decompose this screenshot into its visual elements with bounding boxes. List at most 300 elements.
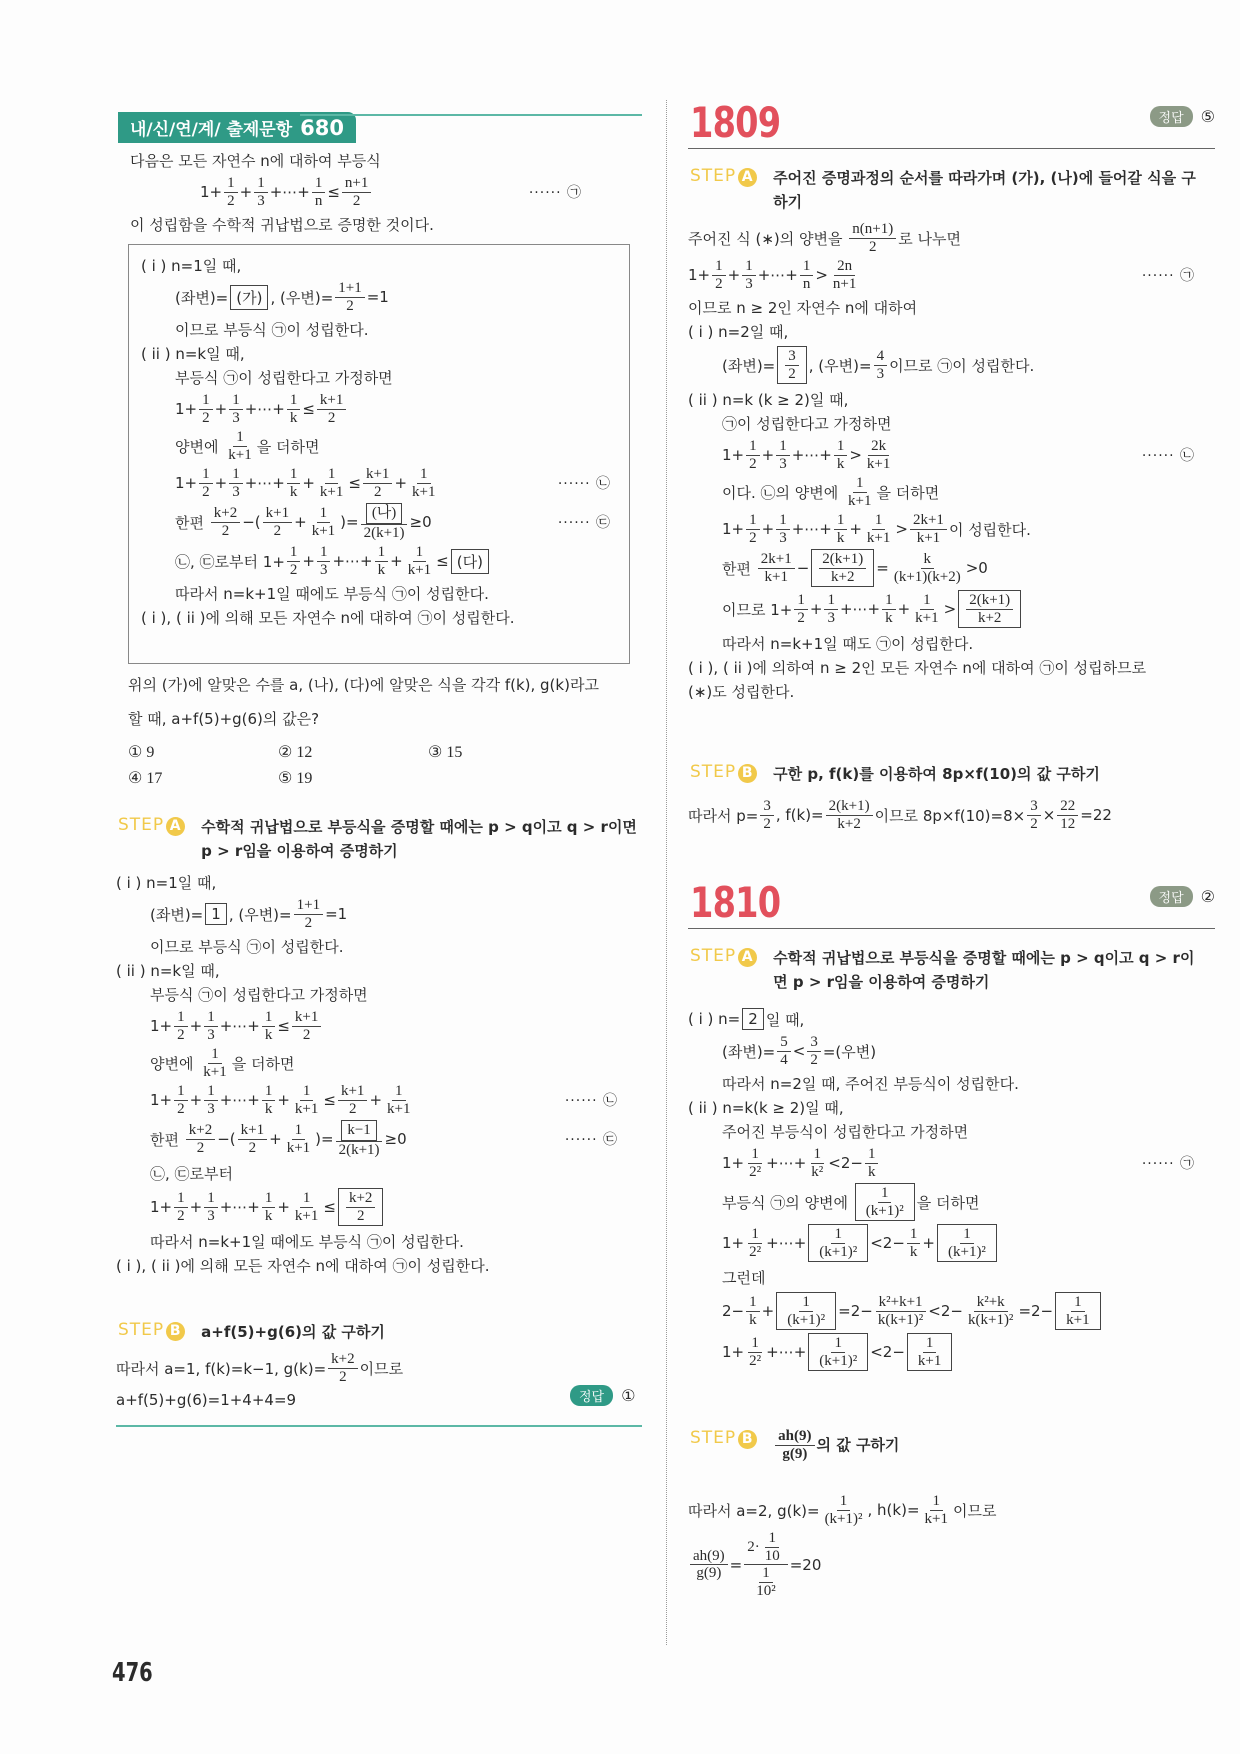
text: 1+ bbox=[150, 1091, 173, 1109]
choice-5[interactable]: ⑤ 19 bbox=[278, 770, 313, 787]
fraction bbox=[794, 592, 808, 626]
numerator bbox=[776, 438, 790, 456]
text: + bbox=[390, 552, 403, 570]
denominator bbox=[845, 493, 874, 510]
numerator bbox=[826, 798, 873, 816]
text: 2 bbox=[373, 483, 382, 500]
text: 1 bbox=[177, 1009, 185, 1025]
text: k+1 bbox=[924, 1510, 948, 1527]
denominator bbox=[779, 1446, 810, 1463]
denominator bbox=[762, 569, 791, 586]
denominator bbox=[287, 562, 301, 579]
fraction bbox=[292, 1083, 321, 1117]
text: 따라서 n=k+1일 때도 ㉠이 성립한다. bbox=[722, 634, 974, 653]
text: 2 bbox=[327, 409, 336, 426]
fraction bbox=[777, 1034, 791, 1068]
text: 3 bbox=[788, 348, 796, 364]
text: 1 bbox=[923, 592, 931, 608]
text: 3 bbox=[779, 529, 787, 546]
denominator bbox=[1063, 1312, 1092, 1329]
text: 을 더하면 bbox=[876, 483, 940, 502]
fraction bbox=[346, 1190, 375, 1224]
numerator bbox=[807, 1034, 821, 1052]
text: (∗)도 성립한다. bbox=[688, 682, 795, 701]
numerator bbox=[865, 1146, 879, 1164]
text-line bbox=[116, 1161, 636, 1185]
denominator bbox=[174, 1027, 188, 1044]
fraction bbox=[746, 1146, 764, 1180]
denominator bbox=[834, 530, 848, 547]
text: k+1 bbox=[319, 392, 344, 408]
text: k+1 bbox=[240, 1122, 265, 1138]
text: 1 bbox=[302, 1190, 311, 1206]
text: 이므로 bbox=[953, 1501, 997, 1520]
answer-badge: 정답 bbox=[1150, 886, 1193, 907]
numerator bbox=[262, 1190, 276, 1208]
numerator bbox=[287, 466, 301, 484]
denominator bbox=[915, 1353, 944, 1370]
text: 2 bbox=[302, 1026, 311, 1043]
denominator bbox=[271, 523, 285, 540]
text: 1 bbox=[420, 466, 428, 482]
page-number: 476 bbox=[112, 1658, 153, 1688]
denominator bbox=[914, 530, 943, 547]
step-heading bbox=[118, 815, 638, 863]
text: 이므로 bbox=[359, 1359, 404, 1378]
text-line bbox=[116, 982, 636, 1006]
text: 1 bbox=[836, 438, 845, 454]
text-line bbox=[141, 317, 629, 341]
text: 1 bbox=[264, 1190, 273, 1206]
numerator bbox=[765, 1530, 779, 1548]
fraction bbox=[317, 544, 331, 578]
numerator bbox=[338, 1083, 367, 1101]
denominator bbox=[874, 366, 888, 383]
text: 3 bbox=[207, 1207, 215, 1224]
text: 1 bbox=[880, 1185, 889, 1201]
step-letter-badge: B bbox=[738, 764, 757, 783]
text-line bbox=[688, 1292, 1213, 1330]
text: +⋯+ bbox=[766, 1154, 807, 1172]
text: k bbox=[289, 409, 298, 426]
numerator bbox=[878, 1185, 892, 1203]
text-line bbox=[116, 897, 636, 931]
numerator bbox=[325, 466, 339, 484]
text: =20 bbox=[789, 1555, 822, 1574]
text: ah(9) bbox=[693, 1547, 725, 1564]
denominator bbox=[371, 484, 385, 501]
text: 12 bbox=[1060, 815, 1076, 832]
numerator bbox=[876, 1294, 926, 1312]
text: k² bbox=[811, 1163, 824, 1180]
text: )= bbox=[340, 513, 359, 531]
text: + bbox=[727, 266, 741, 284]
text-line bbox=[130, 148, 600, 172]
text: ≤ bbox=[323, 1091, 336, 1109]
text-line bbox=[688, 798, 1213, 832]
denominator bbox=[800, 276, 814, 293]
text: 1+ bbox=[722, 520, 745, 538]
banner-number: 680 bbox=[300, 116, 344, 140]
numerator bbox=[872, 512, 886, 530]
fraction bbox=[229, 466, 243, 500]
text: 1 bbox=[177, 1190, 185, 1206]
text: ( i ), ( ii )에 의해 모든 자연수 n에 대하여 ㉠이 성립한다. bbox=[141, 608, 515, 627]
text: 3 bbox=[207, 1100, 215, 1117]
numerator bbox=[960, 1226, 974, 1244]
text: 1 bbox=[885, 592, 893, 608]
text: + bbox=[369, 1091, 383, 1109]
denominator bbox=[777, 1052, 791, 1069]
numerator bbox=[853, 475, 867, 493]
text: 1 bbox=[839, 1493, 848, 1509]
step-a-heading bbox=[690, 946, 1200, 994]
answer-value: ⑤ bbox=[1200, 107, 1215, 126]
fraction bbox=[834, 438, 848, 472]
denominator bbox=[200, 1064, 229, 1081]
text: 1+ bbox=[722, 1343, 745, 1361]
text: 2k+1 bbox=[912, 512, 944, 528]
denominator bbox=[830, 276, 859, 293]
denominator bbox=[174, 1208, 188, 1225]
choice-1[interactable]: ① 9 bbox=[128, 744, 155, 761]
text: 이 성립함을 수학적 귀납법으로 증명한 것이다. bbox=[130, 215, 434, 234]
fraction bbox=[800, 258, 814, 292]
text: 3 bbox=[745, 275, 753, 292]
numerator bbox=[262, 1009, 276, 1027]
text: 1 bbox=[802, 258, 811, 274]
numerator bbox=[375, 544, 389, 562]
step-title-text: 수학적 귀납법으로 부등식을 증명할 때에는 p > q이고 q > r이면 p > r임을 이용하여 증명하기 bbox=[201, 818, 637, 860]
text: =(우변) bbox=[822, 1042, 877, 1061]
text-line bbox=[688, 512, 1213, 546]
step-title-text: 주어진 증명과정의 순서를 따라가며 (가), (나)에 들어갈 식을 구하기 bbox=[773, 169, 1196, 211]
numerator bbox=[363, 466, 392, 484]
denominator bbox=[808, 1164, 826, 1181]
denominator bbox=[199, 410, 213, 427]
numerator bbox=[335, 280, 364, 298]
numerator bbox=[1057, 798, 1078, 816]
numerator bbox=[233, 429, 247, 447]
text: −( bbox=[217, 1130, 236, 1148]
denominator bbox=[863, 1203, 907, 1220]
text: 1 bbox=[236, 429, 244, 445]
text: k+1 bbox=[319, 483, 344, 500]
text: 4 bbox=[876, 348, 885, 364]
text: 을 더하면 bbox=[231, 1054, 295, 1073]
step-label: STEP A bbox=[690, 166, 757, 187]
text: 이므로 ㉠이 성립한다. bbox=[889, 356, 1035, 375]
text-line bbox=[141, 365, 629, 389]
text: 한편 bbox=[150, 1130, 184, 1149]
fraction bbox=[1063, 1294, 1092, 1328]
text: +⋯+ bbox=[757, 266, 798, 284]
text: 1 bbox=[289, 392, 298, 408]
step-b-heading bbox=[690, 1428, 1210, 1462]
fraction bbox=[262, 1009, 276, 1043]
fraction bbox=[965, 1294, 1016, 1328]
text: ( i ) n=1일 때, bbox=[141, 256, 242, 275]
fraction bbox=[204, 1190, 218, 1224]
text: <2− bbox=[870, 1343, 905, 1361]
text: (k+1)² bbox=[787, 1311, 826, 1328]
choice-4[interactable]: ④ 17 bbox=[128, 770, 163, 787]
text: 1 bbox=[211, 1046, 219, 1062]
text: 2² bbox=[749, 1243, 762, 1260]
fraction bbox=[287, 544, 301, 578]
numerator bbox=[690, 1548, 728, 1566]
text: 5 bbox=[780, 1034, 788, 1050]
step-heading bbox=[690, 1428, 1210, 1462]
numerator bbox=[759, 1565, 773, 1583]
fraction bbox=[910, 512, 947, 546]
text: (k+1)² bbox=[819, 1352, 858, 1369]
fraction bbox=[807, 1034, 821, 1068]
numerator bbox=[811, 1146, 825, 1164]
numerator bbox=[785, 348, 799, 366]
denominator bbox=[865, 1164, 879, 1181]
text: 1 bbox=[264, 1009, 273, 1025]
text-line bbox=[116, 1046, 636, 1080]
numerator bbox=[174, 1190, 188, 1208]
fraction bbox=[363, 466, 392, 500]
text: +⋯+ bbox=[791, 520, 832, 538]
denominator bbox=[816, 1353, 860, 1370]
text: k−1 bbox=[347, 1122, 371, 1138]
step-heading bbox=[690, 762, 1210, 786]
text: , (우변)= bbox=[270, 288, 334, 307]
fraction bbox=[753, 1565, 779, 1599]
fraction bbox=[762, 1530, 783, 1564]
text: 따라서 p= bbox=[688, 806, 759, 825]
answer-box bbox=[808, 1333, 868, 1371]
numerator bbox=[287, 392, 301, 410]
text: 1+1 bbox=[338, 280, 362, 296]
banner-rule bbox=[300, 114, 642, 116]
text-line bbox=[688, 387, 1213, 411]
text: =22 bbox=[1080, 806, 1112, 824]
fraction bbox=[966, 592, 1013, 626]
text: 1 bbox=[289, 544, 298, 560]
text: + bbox=[189, 1091, 203, 1109]
answer-box bbox=[958, 590, 1021, 628]
text: 2 bbox=[177, 1026, 185, 1043]
text: k bbox=[909, 1243, 918, 1260]
numerator bbox=[819, 551, 866, 569]
text: 1 bbox=[207, 1009, 215, 1025]
equation-tag: ······ ㉢ bbox=[564, 1132, 618, 1148]
text-line bbox=[141, 466, 629, 500]
text: 2 bbox=[749, 455, 757, 472]
problem-number: 1809 bbox=[690, 98, 781, 147]
step-title-text: 구한 p, f(k)를 이용하여 8p×f(10)의 값 구하기 bbox=[773, 765, 1100, 783]
fraction bbox=[342, 175, 371, 209]
text: =1 bbox=[366, 288, 389, 306]
problem-statement bbox=[130, 148, 600, 236]
text: ㉡, ㉢로부터 bbox=[150, 1164, 234, 1183]
text: + bbox=[849, 520, 862, 538]
answer-value: ① bbox=[621, 1386, 636, 1405]
fraction bbox=[225, 429, 254, 463]
denominator bbox=[204, 1208, 218, 1225]
numerator bbox=[882, 592, 896, 610]
text: 2(k+1) bbox=[822, 551, 864, 567]
text: (좌변)= bbox=[150, 905, 204, 924]
numerator bbox=[712, 258, 726, 276]
denominator bbox=[1027, 816, 1041, 833]
equation-tag: ······ ㉢ bbox=[557, 515, 611, 531]
numerator bbox=[336, 1120, 381, 1142]
text-line bbox=[116, 1188, 636, 1226]
numerator bbox=[174, 1083, 188, 1101]
answer-box bbox=[811, 549, 874, 587]
text: 한편 bbox=[175, 513, 209, 532]
text: = bbox=[729, 1555, 743, 1574]
denominator bbox=[822, 1511, 866, 1528]
text: 부등식 ㉠이 성립한다고 가정하면 bbox=[150, 985, 368, 1004]
numerator bbox=[204, 1009, 218, 1027]
text: 이므로 1+ bbox=[722, 600, 793, 619]
fraction bbox=[882, 592, 896, 626]
answer-box bbox=[341, 1120, 376, 1141]
text-line bbox=[688, 1119, 1213, 1143]
text: k+1 bbox=[294, 1207, 319, 1224]
text: (k+1)² bbox=[824, 1510, 863, 1527]
numerator bbox=[760, 798, 774, 816]
text: 1+ bbox=[150, 1017, 173, 1035]
text: + bbox=[761, 1302, 775, 1320]
numerator bbox=[262, 1083, 276, 1101]
text: +⋯+ bbox=[244, 400, 285, 418]
step-title bbox=[191, 815, 638, 863]
answer-box bbox=[230, 285, 268, 310]
text-line bbox=[688, 411, 1213, 435]
text: 1 bbox=[314, 175, 323, 191]
fraction bbox=[746, 1294, 760, 1328]
text: k bbox=[867, 1163, 876, 1180]
denominator bbox=[287, 484, 301, 501]
fraction bbox=[317, 392, 346, 426]
numerator bbox=[328, 1351, 357, 1369]
denominator bbox=[785, 366, 799, 383]
text: k+1 bbox=[265, 505, 290, 521]
text: k+1 bbox=[917, 1352, 942, 1369]
text: 2 bbox=[248, 1139, 257, 1156]
denominator bbox=[229, 410, 243, 427]
fraction bbox=[174, 1009, 188, 1043]
answer-box bbox=[855, 1183, 915, 1221]
numerator bbox=[238, 1122, 267, 1140]
step-label: STEP B bbox=[690, 1428, 757, 1449]
fraction bbox=[907, 1226, 921, 1260]
text: k bbox=[264, 1026, 273, 1043]
denominator bbox=[219, 523, 233, 540]
fraction bbox=[816, 1226, 860, 1260]
text: 1 bbox=[177, 1083, 185, 1099]
numerator bbox=[342, 175, 371, 193]
fraction bbox=[742, 258, 756, 292]
fraction bbox=[174, 1190, 188, 1224]
choice-2[interactable]: ② 12 bbox=[278, 744, 313, 761]
step-label: STEP A bbox=[118, 815, 185, 836]
text: +⋯+ bbox=[219, 1017, 260, 1035]
text: 3 bbox=[779, 455, 787, 472]
text: k+1 bbox=[228, 446, 252, 463]
text: (k+1)(k+2) bbox=[893, 568, 961, 585]
fraction bbox=[292, 1009, 321, 1043]
denominator bbox=[891, 569, 964, 586]
text-line bbox=[116, 934, 636, 958]
text: ( i ) n=1일 때, bbox=[116, 873, 217, 892]
text: 3 bbox=[876, 365, 885, 382]
text: k bbox=[377, 561, 386, 578]
text: 1+ bbox=[150, 1198, 173, 1216]
fraction bbox=[1027, 798, 1041, 832]
denominator bbox=[312, 193, 326, 210]
fraction bbox=[912, 592, 941, 626]
text: 1 bbox=[395, 1083, 403, 1099]
text: <2− bbox=[870, 1234, 905, 1252]
text: k+1 bbox=[286, 1139, 311, 1156]
denominator bbox=[354, 1208, 368, 1225]
text: × bbox=[1042, 806, 1056, 824]
text: <2− bbox=[828, 1154, 863, 1172]
text: 2 bbox=[227, 192, 235, 209]
fraction bbox=[338, 1083, 367, 1117]
text-line bbox=[116, 1009, 636, 1043]
fraction bbox=[375, 544, 389, 578]
step-a-solution bbox=[116, 870, 636, 1277]
text: 따라서 a=1, f(k)=k−1, g(k)= bbox=[116, 1359, 327, 1378]
denominator bbox=[746, 456, 760, 473]
choice-3[interactable]: ③ 15 bbox=[428, 744, 463, 761]
step-title bbox=[763, 762, 1210, 786]
text-line bbox=[688, 1007, 1213, 1031]
numerator bbox=[312, 175, 326, 193]
fraction bbox=[263, 505, 292, 539]
text-line bbox=[688, 346, 1213, 384]
step-letter-badge: A bbox=[738, 948, 757, 967]
text: ≥0 bbox=[409, 513, 432, 531]
fraction bbox=[775, 1428, 814, 1462]
text: 1+ bbox=[175, 400, 198, 418]
text-line bbox=[116, 1083, 636, 1117]
fraction bbox=[317, 466, 346, 500]
text: 1 bbox=[874, 512, 883, 528]
numerator bbox=[794, 592, 808, 610]
text: k+1 bbox=[387, 1100, 411, 1117]
text: 주어진 식 (∗)의 양변을 bbox=[688, 229, 848, 248]
numerator bbox=[974, 1294, 1008, 1312]
text: ≤ bbox=[302, 400, 315, 418]
fraction bbox=[865, 1146, 879, 1180]
denominator bbox=[784, 1312, 828, 1329]
text: 1 bbox=[207, 1083, 215, 1099]
text: 1 bbox=[211, 905, 221, 923]
fraction bbox=[822, 1493, 866, 1527]
fraction bbox=[834, 512, 848, 546]
denominator bbox=[746, 1353, 764, 1370]
fraction bbox=[744, 1530, 788, 1599]
numerator bbox=[317, 392, 346, 410]
fraction bbox=[874, 348, 888, 382]
text: 3 bbox=[763, 798, 771, 814]
text: )= bbox=[315, 1130, 334, 1148]
text: 1 bbox=[202, 392, 210, 408]
step-label: STEP B bbox=[690, 762, 757, 783]
text: 2 bbox=[788, 365, 796, 382]
text: 2k bbox=[871, 438, 887, 454]
